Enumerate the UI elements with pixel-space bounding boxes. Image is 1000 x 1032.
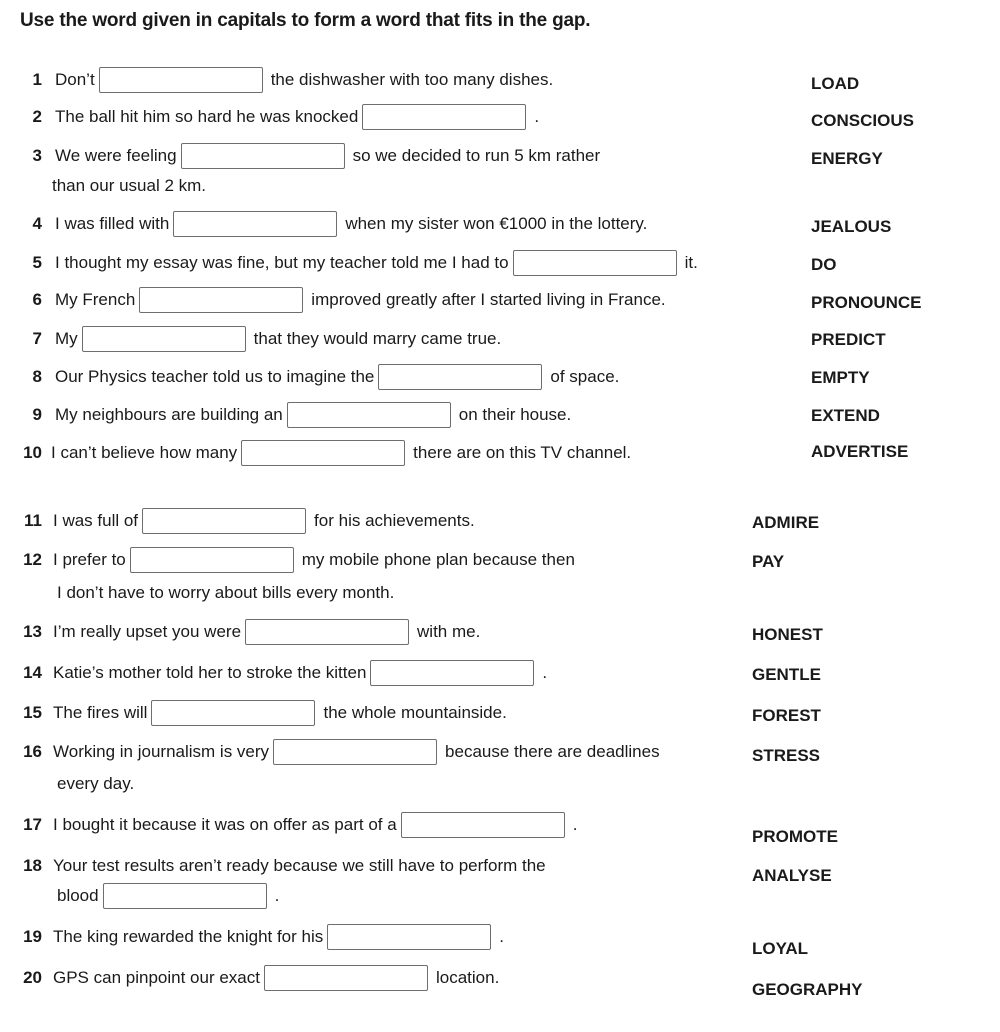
question-number: 4 bbox=[32, 214, 42, 233]
answer-gap-input[interactable] bbox=[273, 739, 437, 765]
question-text-before-gap: I was full of bbox=[53, 511, 139, 530]
question-text-after-gap: when my sister won €1000 in the lottery. bbox=[345, 214, 648, 233]
question-text-after-gap: because there are deadlines bbox=[445, 742, 660, 761]
question-row bbox=[18, 439, 631, 467]
question-text-before-gap: The fires will bbox=[53, 703, 148, 722]
capital-keyword: JEALOUS bbox=[811, 217, 892, 236]
question-text-continuation: every day. bbox=[57, 774, 135, 793]
capital-keyword: PROMOTE bbox=[752, 827, 838, 846]
question-row bbox=[24, 286, 666, 314]
capital-keyword: ENERGY bbox=[811, 149, 883, 168]
question-text-before-gap: The ball hit him so hard he was knocked bbox=[55, 107, 359, 126]
capital-keyword: EMPTY bbox=[811, 368, 870, 387]
answer-gap-input[interactable] bbox=[362, 104, 526, 130]
question-row bbox=[18, 699, 507, 727]
question-text-before-gap: My French bbox=[55, 290, 136, 309]
question-text-continuation: I don’t have to worry about bills every month. bbox=[57, 583, 395, 602]
question-number: 3 bbox=[32, 146, 42, 165]
question-number: 10 bbox=[23, 443, 42, 462]
question-text-before-gap: Working in journalism is very bbox=[53, 742, 270, 761]
question-row bbox=[18, 923, 504, 951]
answer-gap-input[interactable] bbox=[99, 67, 263, 93]
answer-gap-input[interactable] bbox=[173, 211, 337, 237]
question-text-after-gap: improved greatly after I started living in France. bbox=[311, 290, 666, 309]
question-text-continuation: than our usual 2 km. bbox=[52, 176, 207, 195]
capital-keyword: LOYAL bbox=[752, 939, 809, 958]
answer-gap-input[interactable] bbox=[103, 883, 267, 909]
question-text-after-gap: . bbox=[499, 927, 504, 946]
question-text-before-gap: I prefer to bbox=[53, 550, 126, 569]
question-number: 13 bbox=[23, 622, 42, 641]
question-row bbox=[24, 142, 600, 170]
question-number: 2 bbox=[32, 107, 42, 126]
question-text-after-gap: with me. bbox=[417, 622, 481, 641]
question-number: 7 bbox=[32, 329, 42, 348]
capital-keyword: DO bbox=[811, 255, 837, 274]
question-row bbox=[18, 618, 480, 646]
question-row bbox=[18, 852, 546, 880]
question-text-after-gap: there are on this TV channel. bbox=[413, 443, 632, 462]
question-row bbox=[24, 325, 501, 353]
question-text-after-gap: my mobile phone plan because then bbox=[301, 550, 575, 569]
capital-keyword: STRESS bbox=[752, 746, 821, 765]
question-number: 11 bbox=[24, 511, 42, 530]
question-text-continuation bbox=[57, 882, 279, 910]
answer-gap-input[interactable] bbox=[513, 250, 677, 276]
answer-gap-input[interactable] bbox=[370, 660, 534, 686]
capital-keyword: ANALYSE bbox=[752, 866, 832, 885]
question-number: 14 bbox=[23, 663, 42, 682]
question-text-after-gap: on their house. bbox=[458, 405, 572, 424]
question-number: 5 bbox=[32, 253, 42, 272]
capital-keyword: LOAD bbox=[811, 74, 860, 93]
question-text-before-gap: I bought it because it was on offer as part of a bbox=[53, 815, 397, 834]
capital-keyword: PRONOUNCE bbox=[811, 293, 922, 312]
question-row bbox=[24, 401, 571, 429]
question-text-before-gap: We were feeling bbox=[55, 146, 177, 165]
answer-gap-input[interactable] bbox=[130, 547, 294, 573]
question-row bbox=[18, 964, 499, 992]
capital-keyword: EXTEND bbox=[811, 406, 880, 425]
capital-keyword: CONSCIOUS bbox=[811, 111, 914, 130]
answer-gap-input[interactable] bbox=[401, 812, 565, 838]
question-text-before-gap: Our Physics teacher told us to imagine the bbox=[55, 367, 375, 386]
answer-gap-input[interactable] bbox=[287, 402, 451, 428]
question-row bbox=[24, 249, 698, 277]
question-text-before-gap: I can’t believe how many bbox=[51, 443, 238, 462]
question-row bbox=[18, 738, 660, 766]
question-text-before-gap: blood bbox=[57, 886, 99, 905]
answer-gap-input[interactable] bbox=[139, 287, 303, 313]
question-text-after-gap: the dishwasher with too many dishes. bbox=[270, 70, 554, 89]
question-text-after-gap: . bbox=[542, 663, 548, 682]
instruction-heading: Use the word given in capitals to form a word that fits in the gap. bbox=[20, 10, 591, 31]
capital-keyword: HONEST bbox=[752, 625, 823, 644]
question-text-before-gap: My bbox=[55, 329, 78, 348]
answer-gap-input[interactable] bbox=[264, 965, 428, 991]
capital-keyword: ADVERTISE bbox=[811, 442, 909, 461]
question-text-after-gap: the whole mountainside. bbox=[323, 703, 507, 722]
answer-gap-input[interactable] bbox=[378, 364, 542, 390]
question-number: 12 bbox=[23, 550, 42, 569]
question-number: 19 bbox=[23, 927, 42, 946]
question-text-before-gap: I thought my essay was fine, but my teacher told me I had to bbox=[55, 253, 509, 272]
question-row bbox=[18, 546, 575, 574]
question-number: 1 bbox=[32, 70, 42, 89]
answer-gap-input[interactable] bbox=[142, 508, 306, 534]
answer-gap-input[interactable] bbox=[82, 326, 246, 352]
question-number: 17 bbox=[23, 815, 42, 834]
capital-keyword: PAY bbox=[752, 552, 785, 571]
capital-keyword: GEOGRAPHY bbox=[752, 980, 863, 999]
answer-gap-input[interactable] bbox=[181, 143, 345, 169]
question-text-before-gap: I’m really upset you were bbox=[53, 622, 242, 641]
question-row bbox=[24, 66, 553, 94]
question-text-after-gap: it. bbox=[684, 253, 698, 272]
question-text-after-gap: . bbox=[274, 886, 280, 905]
question-text-before-gap: I was filled with bbox=[55, 214, 170, 233]
question-row bbox=[24, 210, 647, 238]
question-row bbox=[18, 507, 475, 535]
capital-keyword: PREDICT bbox=[811, 330, 886, 349]
question-number: 8 bbox=[32, 367, 42, 386]
question-text-before-gap: The king rewarded the knight for his bbox=[53, 927, 324, 946]
question-number: 18 bbox=[23, 856, 42, 875]
question-text-before-gap: Don’t bbox=[55, 70, 95, 89]
question-row bbox=[24, 363, 619, 391]
question-number: 9 bbox=[32, 405, 42, 424]
question-number: 16 bbox=[23, 742, 42, 761]
question-text-before-gap: My neighbours are building an bbox=[55, 405, 283, 424]
question-text-after-gap: . bbox=[534, 107, 540, 126]
question-row bbox=[18, 659, 547, 687]
question-number: 20 bbox=[23, 968, 42, 987]
answer-gap-input[interactable] bbox=[151, 700, 315, 726]
question-text-before-gap: Katie’s mother told her to stroke the kitten bbox=[53, 663, 367, 682]
answer-gap-input[interactable] bbox=[241, 440, 405, 466]
question-text-after-gap: for his achievements. bbox=[314, 511, 475, 530]
question-number: 15 bbox=[23, 703, 42, 722]
capital-keyword: ADMIRE bbox=[752, 513, 820, 532]
question-row bbox=[18, 811, 577, 839]
question-text-after-gap: of space. bbox=[550, 367, 620, 386]
question-text-after-gap: that they would marry came true. bbox=[253, 329, 502, 348]
question-text-after-gap: so we decided to run 5 km rather bbox=[352, 146, 601, 165]
capital-keyword: GENTLE bbox=[752, 665, 821, 684]
question-row bbox=[24, 103, 539, 131]
answer-gap-input[interactable] bbox=[245, 619, 409, 645]
question-text-before-gap: GPS can pinpoint our exact bbox=[53, 968, 260, 987]
capital-keyword: FOREST bbox=[752, 706, 821, 725]
question-text-after-gap: . bbox=[572, 815, 578, 834]
answer-gap-input[interactable] bbox=[327, 924, 491, 950]
question-number: 6 bbox=[32, 290, 42, 309]
question-text-before-gap: Your test results aren’t ready because we still have to perform the bbox=[53, 856, 546, 875]
question-text-after-gap: location. bbox=[435, 968, 500, 987]
